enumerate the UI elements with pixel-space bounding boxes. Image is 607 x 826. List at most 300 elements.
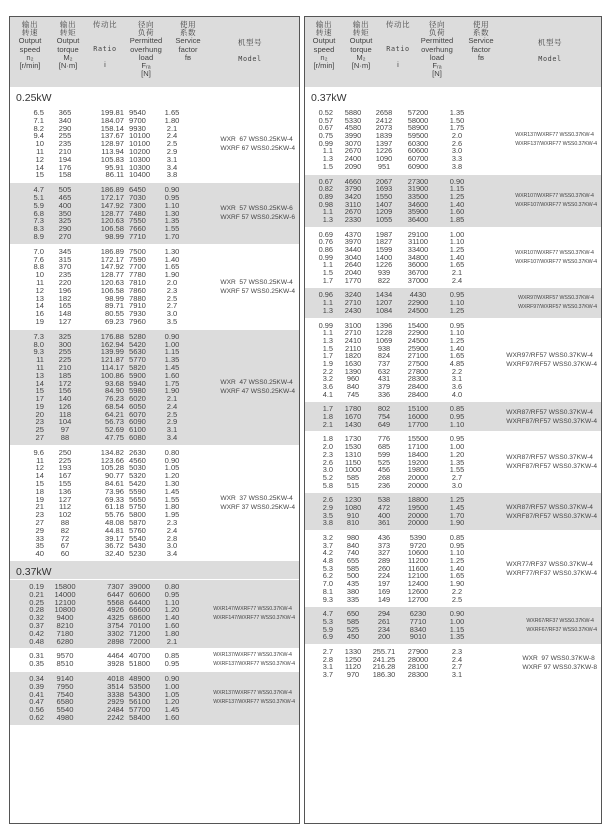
speed-cell: 4.8 (322, 556, 333, 566)
speed-cell: 3.2 (322, 374, 333, 384)
factor-cell: 2.1 (166, 394, 178, 404)
torque-cell: 7180 (56, 628, 74, 638)
speed-cell: 2.6 (322, 495, 333, 505)
label: Service (175, 36, 201, 46)
table-row (305, 216, 601, 224)
table-row (10, 233, 299, 241)
ratio-cell: 120.63 (100, 277, 124, 287)
speed-cell: 16 (35, 309, 44, 319)
speed-cell: 0.21 (29, 589, 44, 599)
load-cell: 7500 (129, 246, 146, 256)
model-name: WXR87/RF57 WSS0.37KW-4 (506, 408, 593, 416)
speed-cell: 0.48 (29, 636, 44, 646)
torque-cell: 910 (346, 510, 360, 520)
ratio-cell: 3338 (107, 689, 124, 699)
load-cell: 36400 (407, 214, 429, 224)
ratio-cell: 5568 (107, 597, 124, 607)
load-cell: 11200 (407, 556, 428, 566)
speed-cell: 33 (35, 533, 44, 543)
factor-cell: 1.10 (449, 548, 465, 558)
speed-cell: 40 (35, 549, 44, 559)
factor-cell: 0.95 (164, 589, 180, 599)
load-cell: 6090 (129, 417, 146, 427)
factor-cell: 0.95 (164, 659, 180, 669)
label: Permitted (420, 36, 454, 46)
header-model (505, 39, 595, 63)
label: 径向 (428, 20, 446, 29)
ratio-cell: 98.99 (104, 231, 124, 241)
speed-cell: 11 (36, 455, 44, 465)
model-name: WXR 67 WSS0.25KW-4 (220, 136, 293, 144)
table-row (10, 434, 299, 442)
torque-cell: 6280 (56, 636, 74, 646)
torque-cell: 235 (58, 139, 72, 149)
ratio-cell: 3754 (107, 621, 124, 631)
speed-cell: 15 (35, 386, 44, 396)
model-names (506, 351, 597, 369)
load-cell: 15100 (407, 404, 429, 414)
left-table-body (10, 87, 299, 725)
label: Permitted (129, 36, 163, 46)
ratio-cell: 294 (377, 609, 391, 619)
model-names (220, 378, 295, 396)
speed-cell: 14 (35, 378, 44, 388)
label: factor (178, 44, 198, 54)
table-row (10, 171, 299, 179)
load-cell: 24500 (407, 305, 429, 315)
speed-cell: 0.86 (318, 245, 333, 254)
torque-cell: 500 (346, 571, 360, 581)
load-cell: 6050 (129, 401, 146, 411)
load-cell: 57200 (407, 108, 429, 117)
ratio-cell: 137.67 (100, 131, 124, 141)
ratio-cell: 538 (377, 495, 391, 505)
speed-cell: 17 (35, 394, 44, 404)
factor-cell: 3.4 (166, 433, 178, 443)
load-cell: 5900 (129, 370, 146, 380)
label: Ratio (93, 45, 117, 54)
model-names (213, 689, 295, 707)
load-cell: 7300 (129, 200, 146, 210)
ratio-cell: 260 (377, 563, 391, 573)
model-group (305, 105, 601, 174)
load-cell: 20000 (407, 480, 429, 490)
factor-cell: 1.10 (449, 328, 465, 338)
load-cell: 33400 (407, 245, 429, 254)
load-cell: 12700 (407, 594, 429, 604)
ratio-cell: 1400 (375, 252, 393, 262)
torque-cell: 185 (58, 370, 72, 380)
torque-cell: 165 (58, 301, 72, 311)
model-group (10, 671, 299, 725)
ratio-cell: 80.55 (104, 309, 124, 319)
label: overhung (421, 44, 453, 54)
label: 输出 (315, 20, 333, 29)
speed-cell: 13 (35, 370, 44, 380)
speed-cell: 0.52 (318, 108, 333, 117)
ratio-cell: 172.17 (100, 254, 124, 264)
speed-cell: 14 (35, 301, 44, 311)
load-cell: 10600 (407, 548, 429, 558)
torque-cell: 810 (346, 518, 360, 528)
model-names (213, 651, 295, 669)
torque-cell: 1390 (344, 366, 362, 376)
label: 输出 (21, 20, 39, 29)
torque-cell: 4660 (344, 176, 362, 186)
ratio-cell: 241.25 (372, 654, 396, 664)
torque-cell: 3240 (344, 290, 362, 300)
ratio-cell: 2242 (107, 712, 124, 722)
label: speed (19, 44, 41, 54)
table-row (10, 318, 299, 326)
model-names (522, 654, 597, 672)
torque-cell: 5330 (344, 115, 362, 125)
model-group (305, 318, 601, 402)
ratio-cell: 4926 (107, 605, 124, 615)
model-name: WXR 47 WSS0.25KW-4 (220, 379, 293, 387)
load-cell: 2630 (129, 447, 146, 457)
load-cell: 18800 (407, 495, 429, 505)
table-row (305, 482, 601, 490)
load-cell: 5760 (129, 525, 146, 535)
load-cell: 20000 (407, 510, 429, 520)
ratio-cell: 1228 (375, 328, 393, 338)
load-cell: 28300 (407, 374, 429, 384)
table-row (10, 333, 299, 341)
factor-cell: 1.00 (449, 442, 465, 452)
factor-cell: 3.0 (451, 146, 463, 156)
load-cell: 8340 (409, 624, 427, 634)
load-cell: 10300 (129, 162, 151, 172)
speed-cell: 9.3 (33, 347, 44, 357)
torque-cell: 1780 (344, 404, 362, 414)
load-cell: 36700 (407, 268, 429, 278)
ratio-cell: 47.75 (104, 433, 124, 443)
model-name: WXR107/WXRF77 WSS0.37KW-4 (515, 192, 594, 199)
model-names (506, 453, 597, 471)
factor-cell: 1.35 (164, 216, 180, 226)
ratio-cell: 3928 (107, 659, 124, 669)
torque-cell: 2410 (344, 335, 362, 345)
load-cell: 5630 (129, 347, 146, 357)
ratio-cell: 114.17 (101, 362, 124, 372)
model-name: WXR87/RF57 WSS0.37KW-4 (506, 503, 593, 511)
ratio-cell: 55.76 (104, 510, 124, 520)
factor-cell: 1.30 (164, 246, 180, 256)
factor-cell: 1.55 (164, 224, 180, 234)
label: 转速 (315, 28, 333, 38)
torque-cell: 102 (58, 510, 72, 520)
torque-cell: 315 (58, 254, 72, 264)
torque-cell: 15800 (54, 582, 76, 592)
model-name: WXRF107/WXRF77 WSS0.37KW-4 (515, 258, 597, 265)
torque-cell: 5880 (344, 108, 362, 117)
table-row (10, 164, 299, 172)
speed-cell: 21 (35, 502, 44, 512)
torque-cell: 1530 (344, 442, 362, 452)
model-name: WXRF137/WXRF77 WSS0.37KW-4 (515, 140, 597, 147)
model-names (506, 503, 597, 521)
model-group (305, 492, 601, 530)
torque-cell: 655 (346, 556, 360, 566)
model-group (10, 105, 299, 182)
table-row (10, 449, 299, 457)
model-name: WXRF 57 WSS0.25KW-6 (220, 214, 295, 222)
factor-cell: 0.90 (449, 609, 465, 619)
factor-cell: 1.05 (164, 463, 180, 473)
ratio-cell: 1550 (375, 191, 393, 201)
load-cell: 5650 (129, 494, 146, 504)
model-group (305, 644, 601, 682)
load-cell: 27300 (407, 176, 429, 186)
load-cell: 10100 (129, 139, 151, 149)
speed-cell: 2.9 (322, 502, 333, 512)
ratio-cell: 197 (377, 579, 391, 589)
factor-cell: 2.9 (166, 146, 178, 156)
label: 传动比 (92, 20, 118, 29)
model-name: WXR67/RF37 WSS0.37KW-4 (526, 617, 594, 624)
load-cell: 10100 (129, 131, 151, 141)
ratio-cell: 39.17 (104, 533, 124, 543)
speed-cell: 1.3 (322, 335, 333, 345)
speed-cell: 1.9 (322, 358, 333, 368)
torque-cell: 290 (58, 224, 72, 234)
factor-cell: 1.10 (449, 237, 465, 247)
ratio-cell: 939 (377, 268, 391, 278)
factor-cell: 2.4 (451, 654, 463, 664)
speed-cell: 15 (35, 170, 44, 180)
load-cell: 59500 (407, 131, 429, 141)
label: load (429, 52, 445, 62)
ratio-cell: 56.73 (104, 417, 124, 427)
factor-cell: 0.95 (449, 434, 465, 444)
torque-cell: 1230 (344, 495, 362, 505)
speed-cell: 1.1 (322, 328, 333, 338)
speed-cell: 0.41 (29, 689, 44, 699)
label: speed (313, 44, 335, 54)
ratio-cell: 336 (377, 389, 391, 399)
speed-cell: 4.2 (322, 548, 333, 558)
speed-cell: 9.6 (33, 447, 44, 457)
label: 机型号 (537, 38, 563, 47)
load-cell: 48900 (129, 674, 151, 683)
torque-cell: 400 (58, 200, 72, 210)
ratio-cell: 86.11 (105, 170, 124, 180)
model-name: WXR137/WXRF77 WSS0.37KW-4 (515, 131, 594, 138)
load-cell: 7030 (129, 192, 146, 202)
torque-cell: 840 (346, 382, 360, 391)
model-names (515, 131, 597, 149)
ratio-cell: 216.28 (372, 662, 396, 672)
ratio-cell: 754 (377, 412, 391, 422)
ratio-cell: 186.30 (372, 670, 396, 679)
header-output-torque (343, 21, 379, 70)
factor-cell: 1.20 (164, 471, 180, 481)
table-row (10, 348, 299, 356)
ratio-cell: 737 (377, 358, 391, 368)
load-cell: 60900 (407, 161, 429, 171)
load-cell: 60300 (407, 138, 429, 148)
speed-cell: 4.7 (33, 185, 44, 195)
factor-cell: 1.00 (164, 681, 180, 691)
factor-cell: 0.90 (164, 455, 180, 465)
ratio-cell: 802 (377, 404, 391, 414)
speed-cell: 23 (35, 417, 44, 427)
speed-cell: 1.1 (322, 260, 333, 270)
load-cell: 31900 (407, 184, 429, 194)
header-overhung-load (124, 21, 168, 78)
factor-cell: 2.7 (451, 472, 463, 482)
label: 系数 (179, 28, 197, 38)
model-group (305, 227, 601, 288)
ratio-cell: 98.99 (104, 293, 124, 303)
table-row (10, 194, 299, 202)
load-cell: 4430 (409, 290, 427, 300)
factor-cell: 1.25 (449, 495, 465, 505)
speed-cell: 5.9 (322, 624, 333, 634)
speed-cell: 0.28 (29, 605, 44, 615)
torque-cell: 60 (60, 549, 70, 559)
torque-cell: 585 (346, 472, 360, 482)
factor-cell: 2.4 (166, 525, 178, 535)
load-cell: 5540 (129, 533, 146, 543)
torque-cell: 1080 (344, 502, 362, 512)
model-names (213, 605, 295, 623)
model-names (518, 294, 597, 312)
torque-cell: 194 (58, 154, 72, 164)
model-names (220, 278, 295, 296)
torque-cell: 450 (346, 632, 360, 642)
torque-cell: 167 (58, 471, 72, 481)
torque-cell: 1310 (344, 449, 362, 459)
ratio-cell: 186.89 (100, 246, 124, 256)
label: fʙ (477, 52, 485, 62)
load-cell: 25900 (407, 343, 429, 353)
factor-cell: 1.85 (449, 214, 465, 224)
table-row (10, 117, 299, 125)
speed-cell: 14 (35, 471, 44, 481)
load-cell: 60700 (407, 154, 429, 164)
torque-cell: 255 (58, 347, 72, 357)
torque-cell: 2040 (344, 268, 362, 278)
speed-cell: 0.35 (29, 659, 44, 669)
torque-cell: 88 (60, 433, 70, 443)
model-names (515, 249, 597, 267)
load-cell: 15400 (407, 320, 429, 330)
torque-cell: 4370 (344, 229, 362, 239)
ratio-cell: 1055 (375, 214, 393, 224)
model-group (10, 445, 299, 561)
table-row (10, 535, 299, 543)
label: load (138, 52, 154, 62)
torque-cell: 225 (58, 455, 72, 465)
ratio-cell: 2067 (375, 176, 393, 186)
factor-cell: 1.15 (164, 347, 180, 357)
torque-cell: 325 (58, 216, 72, 226)
speed-cell: 1.5 (322, 343, 333, 353)
speed-cell: 1.7 (322, 404, 333, 414)
torque-cell: 980 (346, 533, 360, 542)
load-cell: 5420 (129, 339, 146, 349)
label: overhung (130, 44, 162, 54)
model-group (10, 579, 299, 648)
factor-cell: 3.1 (451, 670, 463, 679)
factor-cell: 2.0 (166, 277, 178, 287)
load-cell: 58900 (407, 123, 429, 133)
label: torque (350, 44, 372, 54)
header-overhung-load (415, 21, 459, 78)
factor-cell: 1.60 (449, 207, 465, 217)
torque-cell: 1000 (344, 465, 362, 475)
load-cell: 57700 (129, 705, 151, 715)
label: 负荷 (137, 28, 155, 38)
factor-cell: 2.5 (166, 409, 178, 419)
torque-cell: 158 (58, 170, 72, 180)
torque-cell: 155 (58, 479, 72, 489)
load-cell: 5940 (129, 378, 146, 388)
torque-cell: 435 (346, 579, 360, 589)
ratio-cell: 186.89 (100, 185, 124, 195)
label: i (397, 60, 399, 70)
ratio-cell: 84.90 (104, 386, 124, 396)
load-cell: 9930 (129, 123, 146, 133)
factor-cell: 1.60 (164, 712, 180, 722)
torque-cell: 8510 (56, 659, 74, 669)
torque-cell: 67 (60, 541, 70, 551)
ratio-cell: 113.94 (101, 146, 124, 156)
factor-cell: 1.65 (449, 260, 465, 270)
model-group (305, 530, 601, 606)
factor-cell: 1.70 (164, 231, 180, 241)
speed-cell: 8.0 (33, 339, 44, 349)
ratio-cell: 632 (377, 366, 391, 376)
load-cell: 24500 (407, 335, 429, 345)
speed-cell: 10 (35, 139, 44, 149)
load-cell: 7910 (129, 301, 146, 311)
model-group (10, 329, 299, 445)
factor-cell: 1.40 (449, 199, 465, 209)
load-cell: 12600 (407, 586, 429, 596)
factor-cell: 3.8 (451, 161, 463, 171)
model-names (506, 560, 597, 578)
torque-cell: 7540 (56, 689, 74, 699)
load-cell: 12100 (407, 571, 429, 581)
label: Output (18, 36, 42, 46)
factor-cell: 0.90 (164, 185, 180, 195)
load-cell: 40700 (129, 651, 151, 661)
torque-cell: 112 (58, 502, 72, 512)
speed-cell: 1.7 (322, 351, 333, 361)
table-row (10, 714, 299, 722)
label: [N] (432, 69, 442, 79)
ratio-cell: 599 (377, 449, 391, 459)
speed-cell: 1.1 (322, 146, 333, 156)
load-cell: 6080 (129, 433, 146, 443)
torque-cell: 140 (58, 394, 72, 404)
speed-cell: 23 (35, 510, 44, 520)
factor-cell: 2.6 (451, 138, 463, 148)
ratio-cell: 89.71 (104, 301, 124, 311)
factor-cell: 3.0 (166, 541, 178, 551)
model-name: WXRF87/RF57 WSS0.37KW-4 (506, 417, 597, 425)
ratio-cell: 268 (377, 472, 391, 482)
factor-cell: 1.75 (164, 378, 180, 388)
torque-cell: 960 (346, 374, 360, 384)
load-cell: 18400 (407, 449, 429, 459)
torque-cell: 1120 (345, 662, 361, 672)
speed-cell: 0.76 (318, 237, 333, 247)
ratio-cell: 4018 (107, 674, 124, 683)
